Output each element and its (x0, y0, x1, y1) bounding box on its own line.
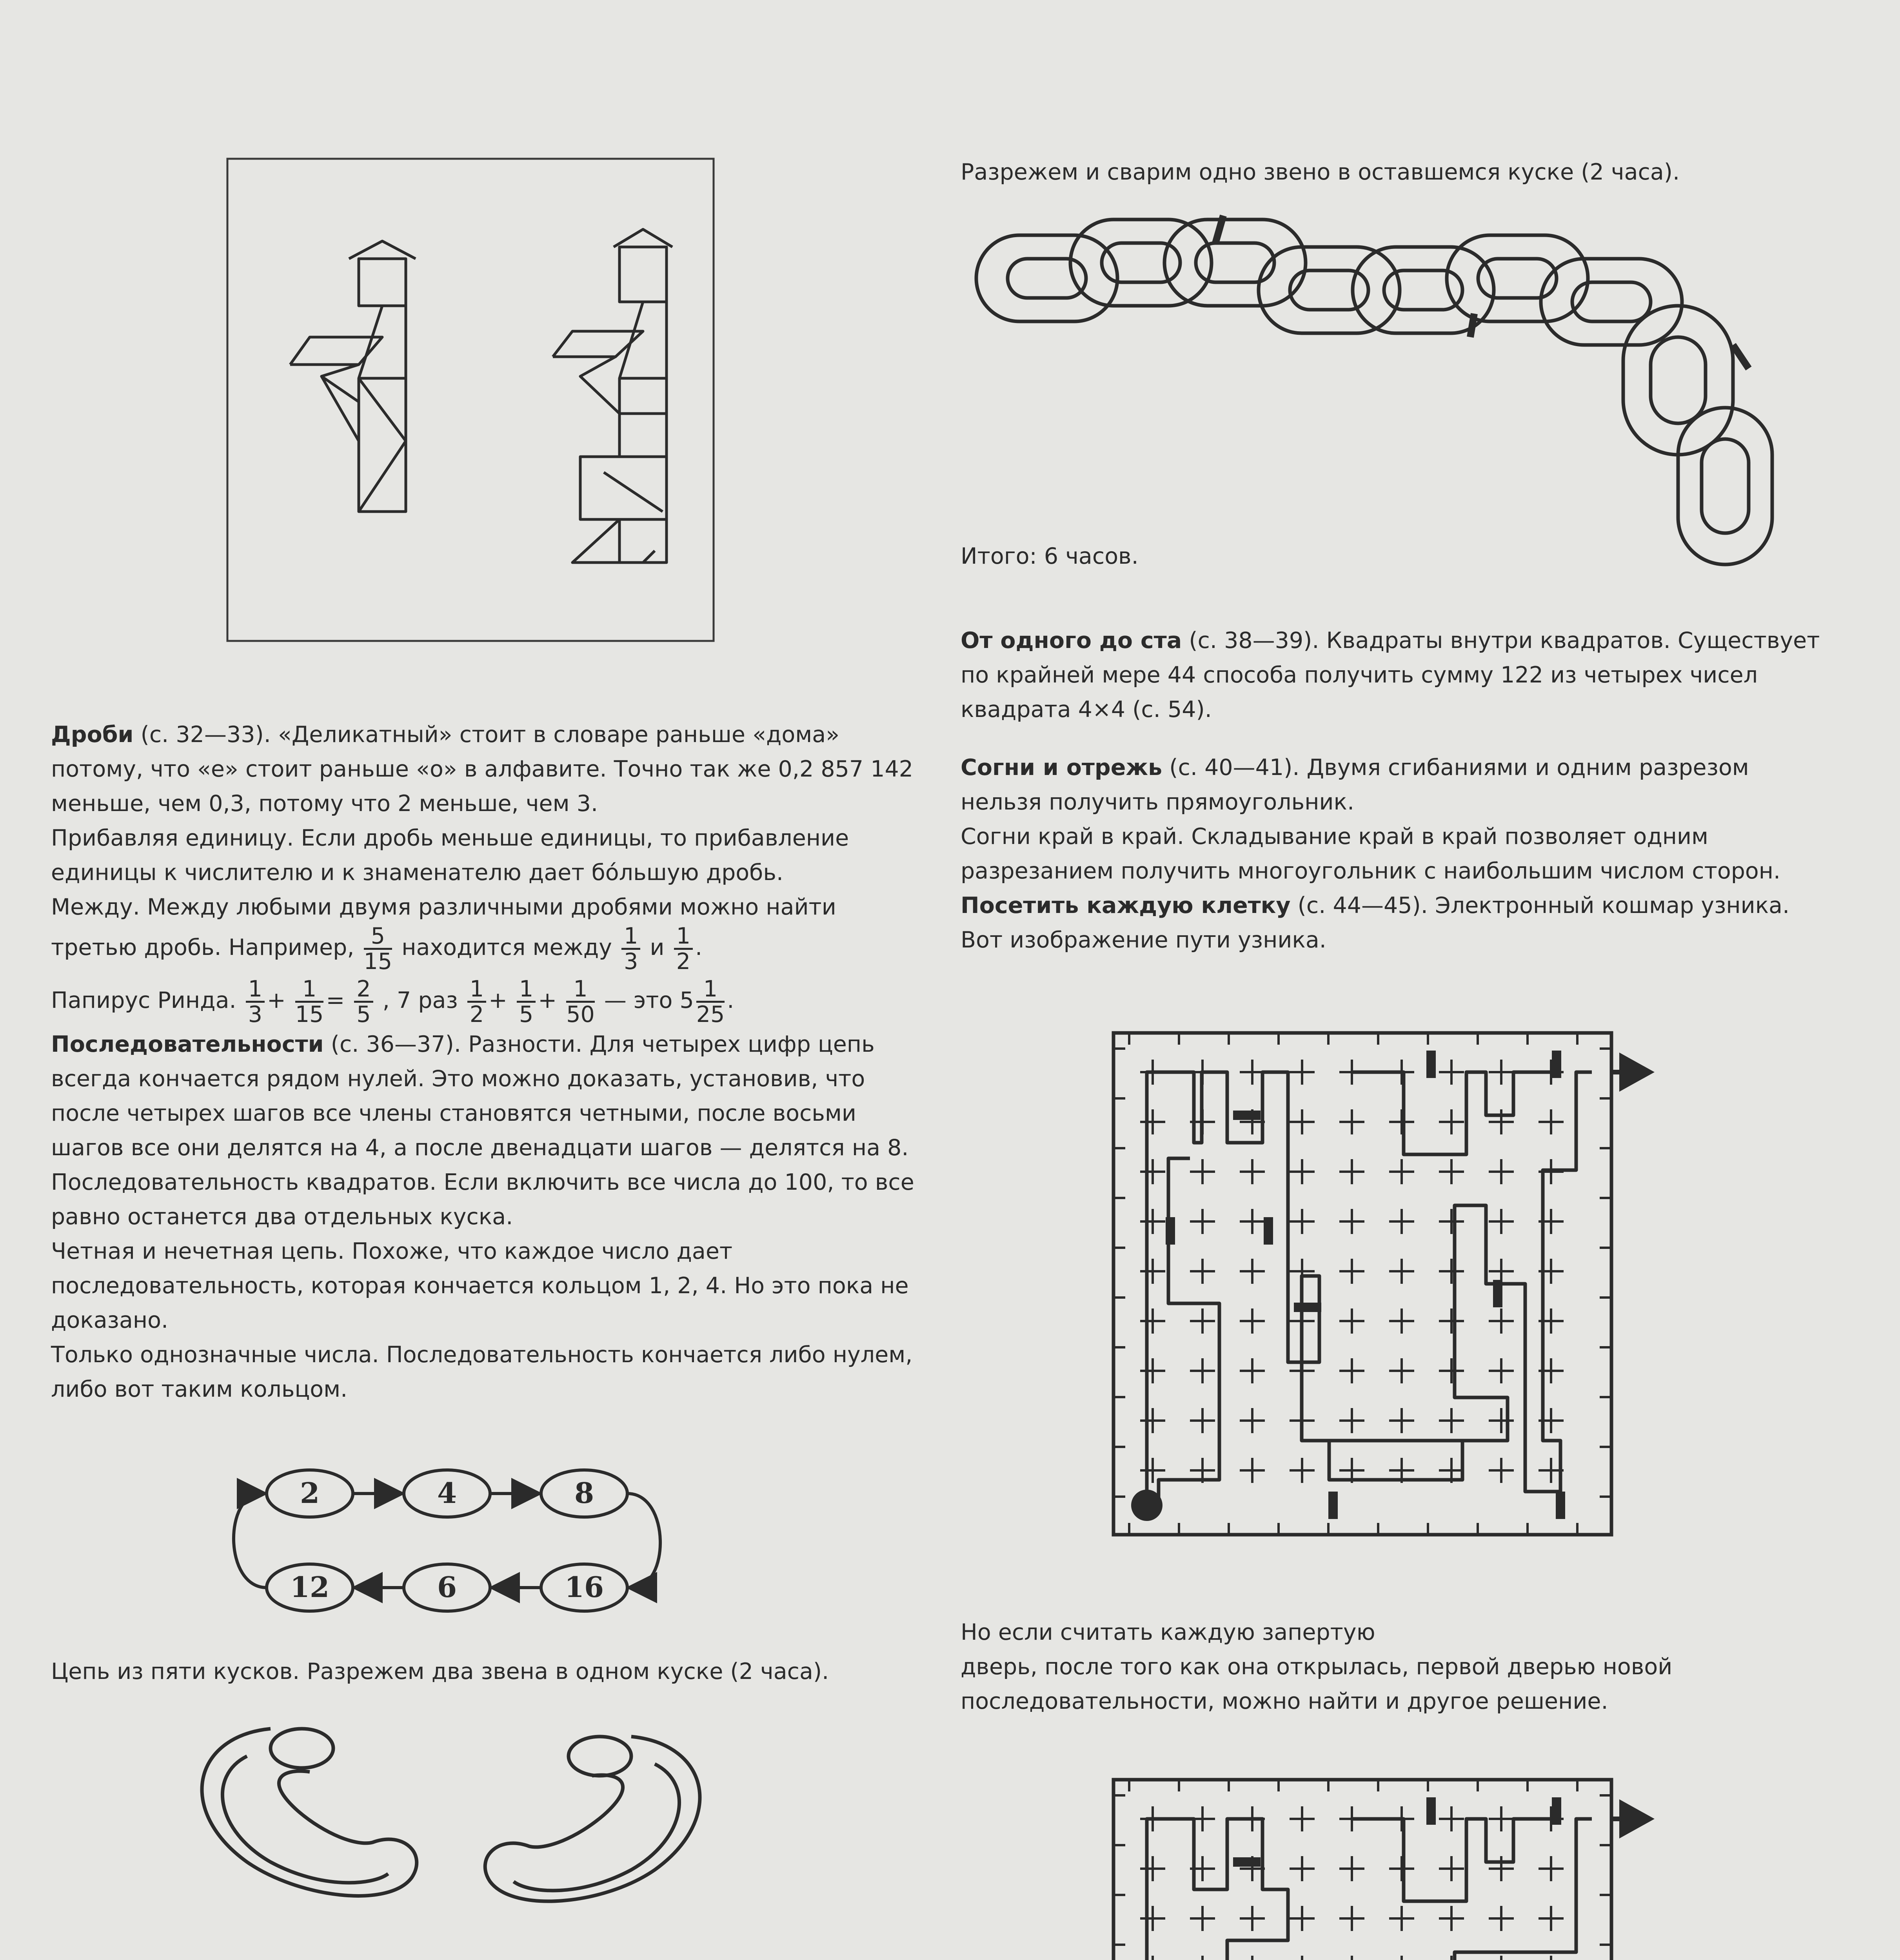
s2-ref: (с. 40—41). (1169, 755, 1300, 780)
cycle-label-8: 8 (574, 1476, 594, 1510)
s3-paragraph (961, 888, 1835, 957)
fraction-5-15: $\frac{5}{15}$ (363, 923, 392, 975)
drobi-text-1: «Деликатный» стоит в словаре раньше «дома» потому, что «е» стоит раньше «о» в алфавите. Точно так же 0,2 857 142 меньше, чем 0,3, потому что 2 меньше, чем 3. (51, 722, 914, 817)
seq-title: Последовательности (51, 1031, 324, 1057)
maze-1 (1110, 1029, 1682, 1539)
maze-2 (1110, 1776, 1682, 1960)
chain5-caption: Цепь из пяти кусков. Разрежем два звена в одном куске (2 часа). (51, 1659, 829, 1684)
s1-title: От одного до ста (961, 628, 1182, 653)
right-sections (961, 623, 1835, 957)
seq-text-4: Только однозначные числа. Последовательность кончается либо нулем, либо вот таким кольцом. (51, 1342, 913, 1402)
seq-text-3: Четная и нечетная цепь. Похоже, что каждое число дает последовательность, которая кончается кольцом 1, 2, 4. Но это пока не доказано. (51, 1238, 909, 1333)
cycle-label-2: 2 (300, 1476, 320, 1510)
s3-ref: (с. 44—45). (1297, 893, 1428, 918)
cycle-label-12: 12 (290, 1570, 330, 1604)
papyrus-label: Папирус Ринда. (51, 987, 236, 1014)
s2-title: Согни и отрежь (961, 755, 1163, 780)
papyrus-line: Папирус Ринда. $\frac{1}{3}$ + $\frac{1}{15}$ = $\frac{2}{5}$ , 7 раз $\frac{1}{2}$ + $\frac{1}{5}$ + $\frac{1}{50}$ — это 5 $\frac{1}{25}$ . (51, 976, 734, 1027)
seq-paragraph-1 (51, 1027, 925, 1165)
drobi-paragraph-3: Между. Между любыми двумя различными дробями можно найти третью дробь. Например, $\frac{5}{15}$ находится между $\frac{1}{3}$ и $\frac{1}{2}$ . (51, 894, 836, 975)
s3-text: Электронный кошмар узника. Вот изображение пути узника. (961, 893, 1790, 953)
drobi-text-2: Прибавляя единицу. Если дробь меньше единицы, то прибавление единицы к числителю и к знаменателю дает бóльшую дробь. (51, 825, 849, 886)
fraction-1-3: $\frac{1}{3}$ (621, 924, 640, 973)
and-word: и (650, 935, 665, 961)
s1-text: Квадраты внутри квадратов. Существует по крайней мере 44 способа получить сумму 122 из четырех чисел квадрата 4×4 (с. 54). (961, 628, 1820, 722)
open-links-figure (169, 1713, 757, 1917)
times-seven: , 7 раз (382, 987, 458, 1014)
cycle-label-6: 6 (437, 1570, 457, 1604)
fraction-1-2: $\frac{1}{2}$ (674, 924, 693, 973)
whole-five: 5 (679, 987, 694, 1014)
seq-text-2: Последовательность квадратов. Если включить все числа до 100, то все равно останется два отдельных куска. (51, 1169, 914, 1230)
maze2-caption-2: дверь, после того как она открылась, первой дверью новой последовательности, можно найти и другое решение. (961, 1654, 1673, 1714)
drobi-section (51, 717, 925, 1026)
sequences-section (51, 1027, 925, 1406)
maze2-caption (961, 1615, 1862, 1719)
s2-text-1: Двумя сгибаниями и одним разрезом нельзя получить прямоугольник. (961, 755, 1749, 815)
seq-ref: (с. 36—37). (331, 1031, 461, 1057)
welded-chain-figure (972, 204, 1807, 596)
chain-caption: Разрежем и сварим одно звено в оставшемся куске (2 часа). (961, 159, 1680, 185)
between-word: находится между (401, 935, 612, 961)
drobi-title: Дроби (51, 722, 134, 748)
seq-text-1: Разности. Для четырех цифр цепь всегда кончается рядом нулей. Это можно доказать, установив, что после четырех шагов все члены становятся четными, после восьми шагов все они делятся на 4, а после двенадцати шагов — делятся на 8. (51, 1031, 909, 1161)
cycle-diagram (231, 1454, 682, 1627)
s2-paragraph (961, 750, 1835, 819)
cycle-label-4: 4 (437, 1476, 457, 1510)
drobi-text-3: Между. Между любыми двумя различными дробями можно найти третью дробь. Например, (51, 894, 836, 961)
eto-word: — это (604, 987, 673, 1014)
total-line: Итого: 6 часов. (961, 543, 1139, 569)
drobi-ref: (с. 32—33). (140, 722, 271, 748)
s2-text-2: Согни край в край. Складывание край в край позволяет одним разрезанием получить многоугольник с наибольшим числом сторон. (961, 824, 1781, 884)
drobi-paragraph-1 (51, 717, 925, 821)
maze2-caption-1: Но если считать каждую запертую (961, 1619, 1375, 1645)
s1-ref: (с. 38—39). (1189, 628, 1319, 653)
tangram-figure (227, 159, 714, 641)
s1-paragraph (961, 623, 1835, 727)
s3-title: Посетить каждую клетку (961, 893, 1291, 918)
cycle-label-16: 16 (564, 1570, 604, 1604)
